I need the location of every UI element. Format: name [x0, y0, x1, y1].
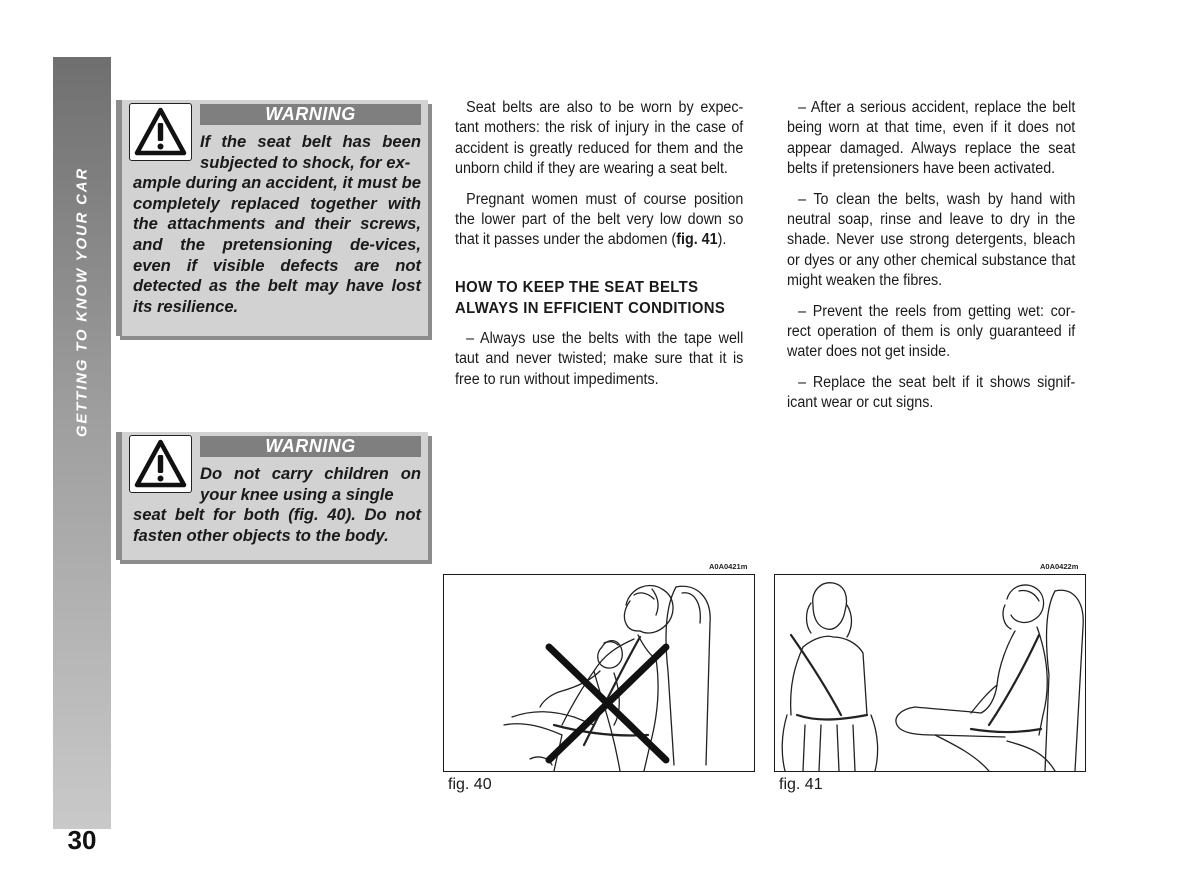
warning-text-indented: If the seat belt has been subjected to shock, for ex-	[200, 132, 421, 172]
warning-label: WARNING	[200, 104, 421, 125]
warning-text-body: seat belt for both (fig. 40). Do not fasten other objects to the body.	[133, 505, 421, 545]
section-heading: HOW TO KEEP THE SEAT BELTS ALWAYS IN EFFICIENT CONDITIONS	[455, 278, 726, 318]
paragraph-pregnant-position	[455, 190, 743, 251]
paragraph-text-end: ).	[717, 231, 727, 249]
chapter-title: GETTING TO KNOW YOUR CAR	[73, 166, 91, 438]
middle-text-column	[455, 98, 743, 400]
figure-40-illustration	[443, 574, 755, 772]
figure-code: A0A0422m	[1040, 562, 1079, 571]
chapter-sidebar	[53, 57, 111, 855]
warning-box-belt-shock	[116, 100, 428, 336]
paragraph-after-accident: – After a serious accident, replace the belt being worn at that time, even if it does not appear damaged. Always replace the seat belts if pretensioners have been activated.	[787, 99, 1076, 178]
figure-caption: fig. 41	[779, 776, 823, 793]
warning-label: WARNING	[200, 436, 421, 457]
warning-text-body: ample during an accident, it must be completely replaced together with the attachments and their screws, and the pretensioning de-vices, even if visible defects are not detected as the belt may have lost its resilience.	[133, 173, 421, 316]
paragraph-tape-taut: – Always use the belts with the tape well taut and never twisted; make sure that it is free to run without impediments.	[455, 329, 744, 388]
right-text-column	[787, 98, 1075, 424]
warning-box-children	[116, 432, 428, 560]
paragraph-text: Pregnant women must of course position the lower part of the belt very low down so that it passes under the abdomen (	[455, 190, 744, 249]
paragraph-expectant-mothers: Seat belts are also to be worn by expec-tant mothers: the risk of injury in the case of accident is greatly reduced for them and the unborn child if they are wearing a seat belt.	[455, 99, 744, 178]
figure-reference-link[interactable]: fig. 41	[676, 231, 718, 249]
warning-text-indented: Do not carry children on your knee using a single	[200, 464, 421, 504]
page-number: 30	[67, 825, 97, 855]
warning-text	[133, 132, 421, 317]
figure-41-illustration	[774, 574, 1086, 772]
paragraph-wear-signs: – Replace the seat belt if it shows signif-icant wear or cut signs.	[787, 373, 1076, 412]
warning-text	[133, 464, 421, 546]
paragraph-reels-wet: – Prevent the reels from getting wet: cor-rect operation of them is only guaranteed if water does not get inside.	[787, 302, 1076, 361]
figure-code: A0A0421m	[709, 562, 748, 571]
figure-caption: fig. 40	[448, 776, 492, 793]
paragraph-cleaning: – To clean the belts, wash by hand with neutral soap, rinse and leave to dry in the shade. Never use strong detergents, bleach or dyes or any other chemical substance that might weaken the fibres.	[787, 190, 1076, 290]
